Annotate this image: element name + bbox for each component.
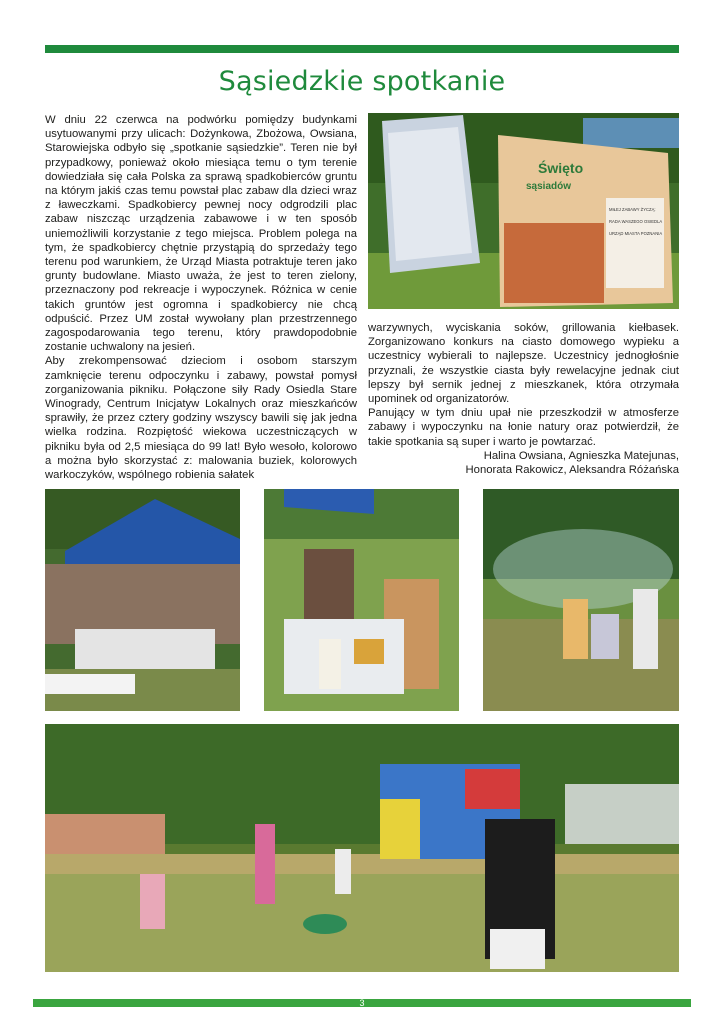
banner-title-line-2: sąsiadów [526, 181, 572, 192]
photo-banner-swieto-sasiadow [368, 113, 679, 309]
article-right-column [368, 321, 679, 477]
right-paragraph-1: warzywnych, wyciskania soków, grillowania kiełbasek. Zorganizowano konkurs na ciasto domowego wypieku a uczestnicy wybierali to najlepsze. Uczestnicy jednogłośnie przyznali, że wszystkie ciasta były rewelacyjne jednak ciut lepszy był sernik jednej z mieszkanek, która otrzymała upominek od organizatorów. [368, 322, 679, 406]
banner-sign-2: RADA WASZEGO OSIEDLA [609, 219, 663, 224]
banner-sign-3: URZĄD MIASTA POZNANIA [609, 231, 663, 236]
banner-sign-1: MIŁEJ ZABAWY ŻYCZĄ: [609, 207, 656, 212]
photo-tent-tables [45, 489, 240, 711]
article-left-column [45, 113, 357, 482]
photo-park-bouncy-castle [45, 724, 679, 972]
right-paragraph-2: Panujący w tym dniu upał nie przeszkodził w atmosferze zabawy i wypoczynku na łonie natury oraz potwierdził, że takie spotkania są super i warto je powtarzać. [368, 407, 679, 448]
page-number: 3 [359, 998, 365, 1008]
signature-line-1: Halina Owsiana, Agnieszka Matejunas, [483, 449, 679, 462]
left-paragraph-1: W dniu 22 czerwca na podwórku pomiędzy budynkami usytuowanymi przy ulicach: Dożynkowa, Zbożowa, Owsiana, Starowiejska odbyło się „spotkanie sąsiedzkie”. Teren nie był przypadkowy, ponieważ około miesiąca temu o tym terenie dowiedziała się cała Polska za sprawą spadkobierców gruntu na którym jakiś czas temu powstał plac zabaw dla dzieci wraz z ławeczkami. Spadkobiercy pewnej nocy odgrodzili plac zabaw niszcząc urządzenia zabawowe i w ten sposób uniemożliwili korzystanie z tego miejsca. Problem polega na tym, że spadkobiercy chętnie przystąpią do sprzedaży tego terenu pod warunkiem, że Urząd Miasta potraktuje teren jako grunty budowlane. Miasto uważa, że jest to teren zielony, przeznaczony pod rekreacje i wypoczynek. Różnica w cenie takich gruntów jest ogromna i spadkobiercy nie chcą odpuścić. Przez UM został wywołany plan przestrzennego zagospodarowania tego terenu, który prawdopodobnie zostanie uchwalony na jesień. [45, 114, 357, 354]
signature-line-2: Honorata Rakowicz, Aleksandra Różańska [465, 464, 679, 477]
top-green-rule [45, 45, 679, 53]
photo-bubbles-kids [483, 489, 679, 711]
photo-salad-table [264, 489, 459, 711]
left-paragraph-2: Aby zrekompensować dzieciom i osobom starszym zamknięcie terenu odpoczynku i zabawy, powstał pomysł zorganizowania pikniku. Połączone siły Rady Osiedla Stare Winogrady, Centrum Inicjatyw Lokalnych oraz mieszkańców sprawiły, że przez cztery godziny wszyscy bawili się jak jedna wielka rodzina. Rozpiętość wiekowa uczestniczących w pikniku była od 2,5 miesiąca do 99 lat! Było wesoło, kolorowo a można było skorzystać z: malowania buziek, kolorowych warkoczyków, wspólnego robienia sałatek [45, 355, 357, 482]
banner-title-line-1: Święto [538, 160, 584, 176]
article-title: Sąsiedzkie spotkanie [218, 66, 506, 97]
